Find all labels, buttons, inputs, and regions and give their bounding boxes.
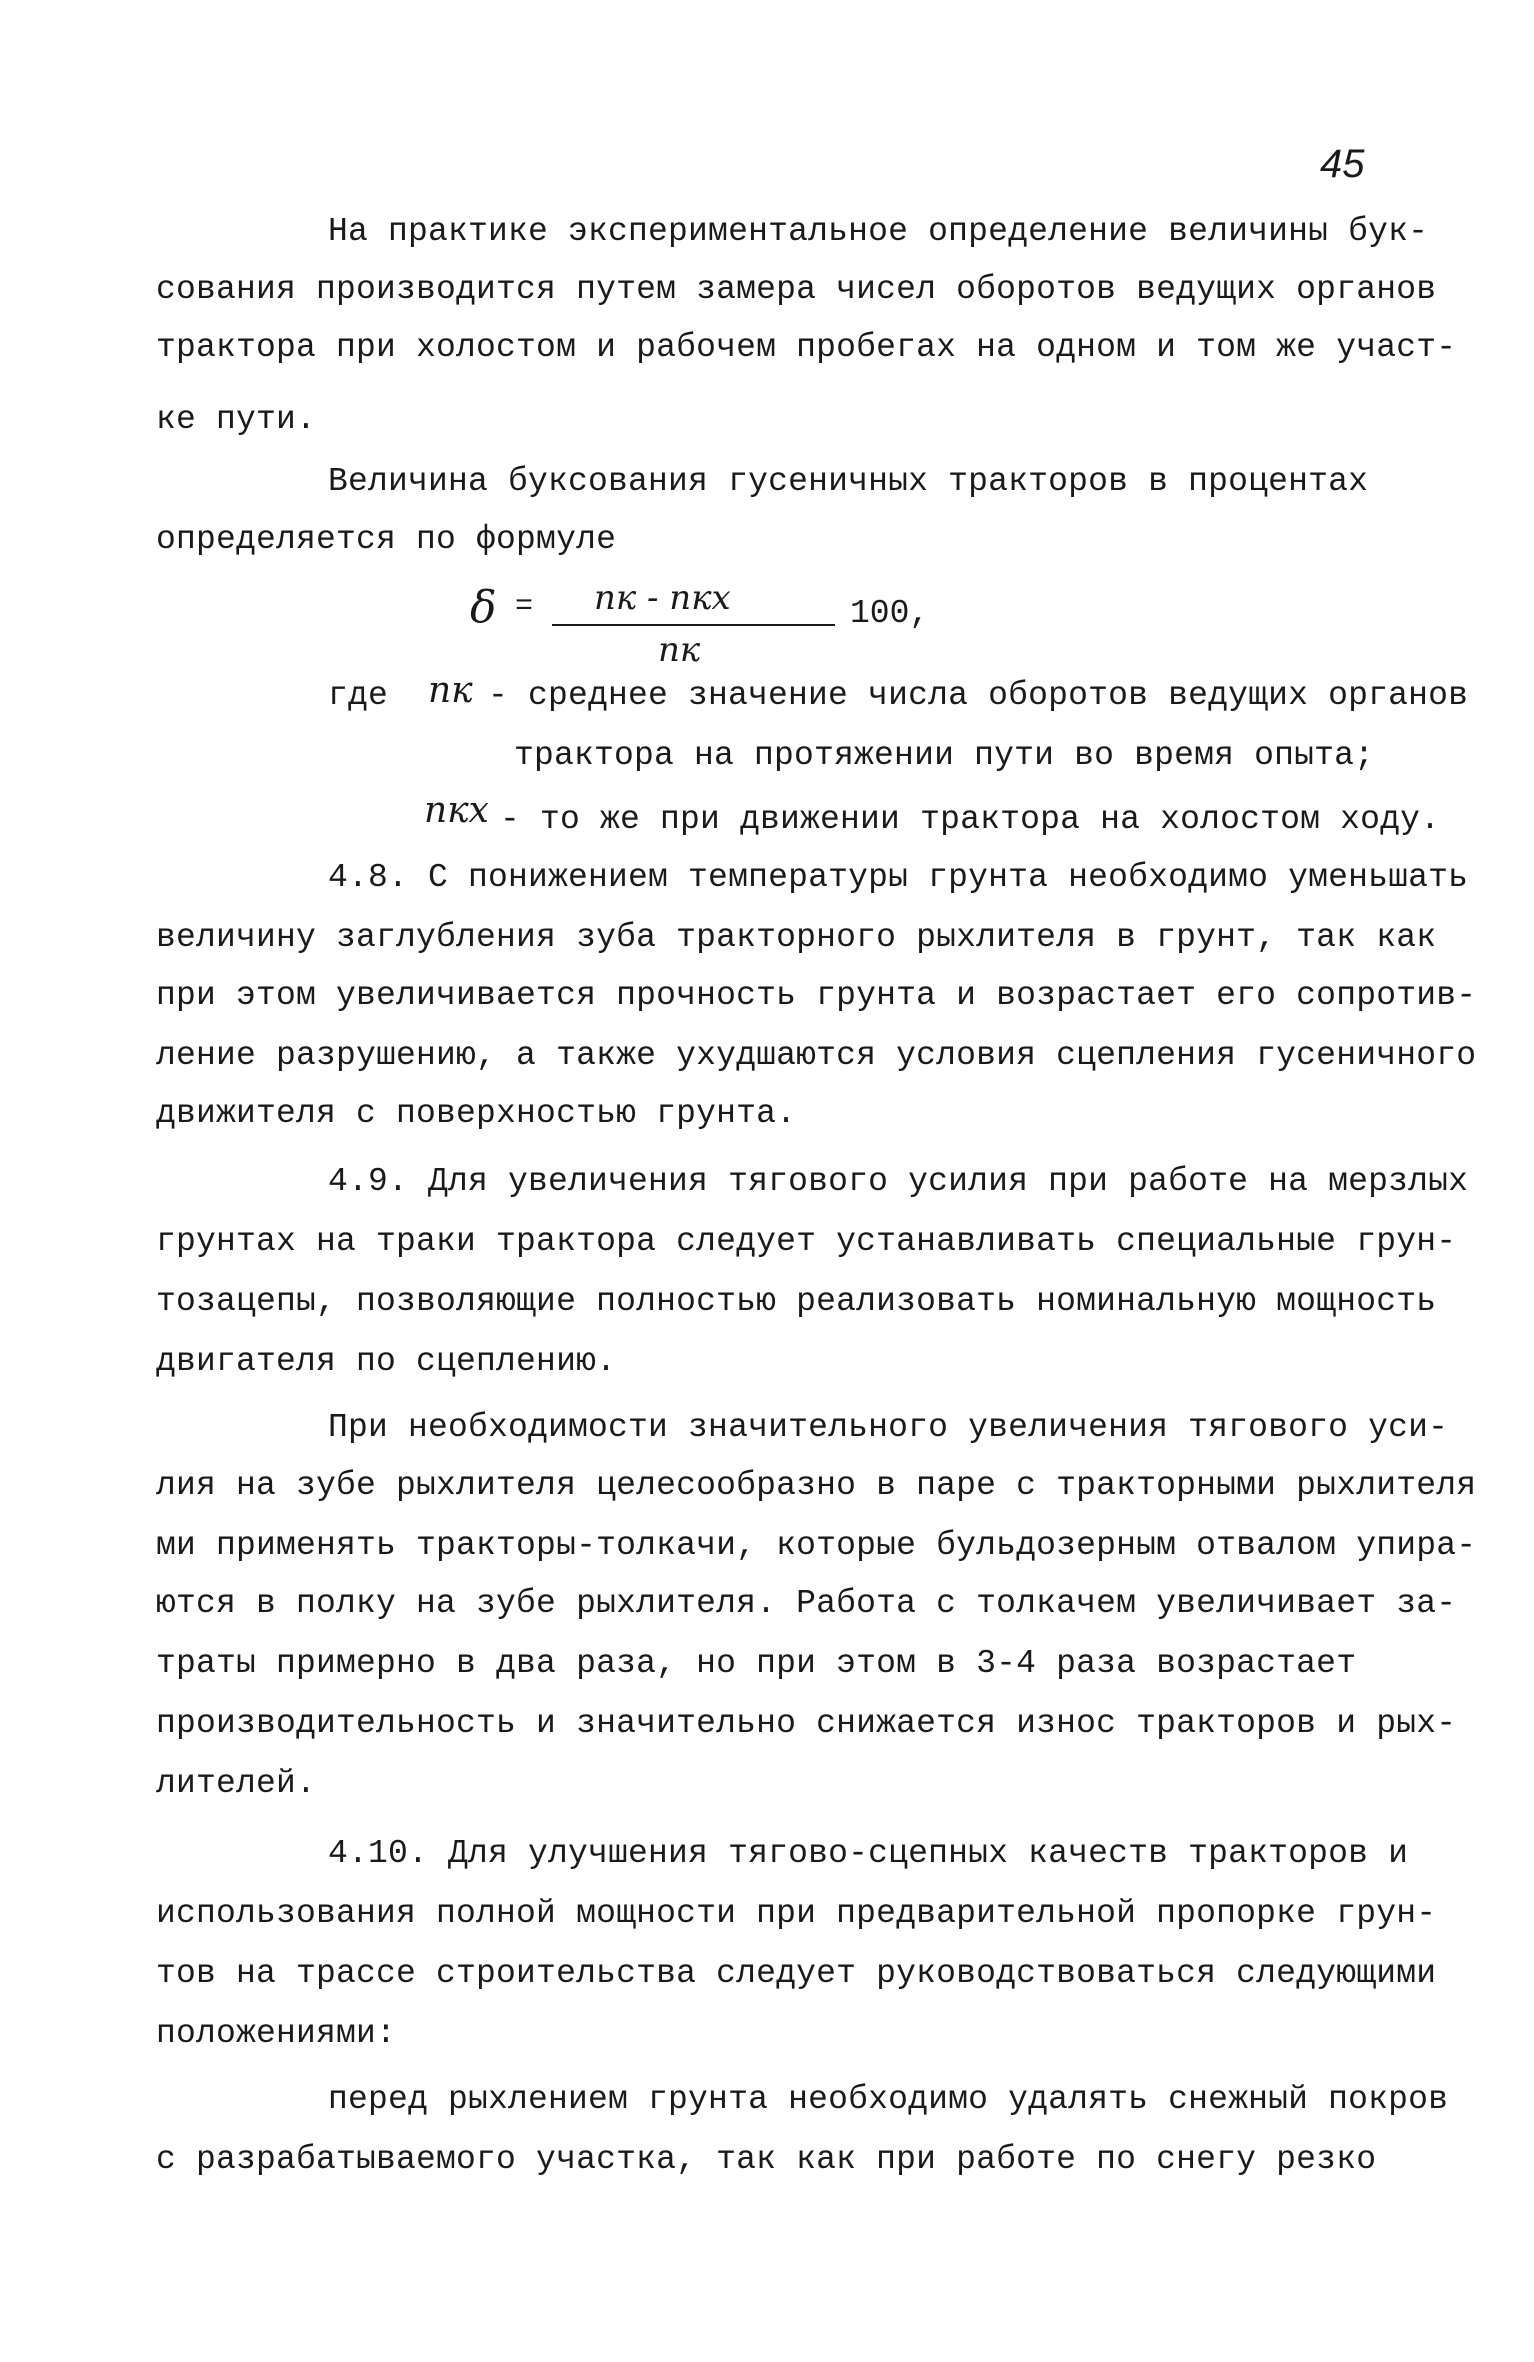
text-line: На практике экспериментальное определение величины бук- [328, 213, 1429, 250]
text-line: движителя с поверхностью грунта. [156, 1095, 797, 1132]
text-line: при этом увеличивается прочность грунта и возрастает его сопротив- [156, 977, 1477, 1014]
text-line: 4.10. Для улучшения тягово-сцепных качеств тракторов и [328, 1835, 1409, 1872]
formula-equals: = [515, 590, 534, 624]
text-line: производительность и значительно снижается износ тракторов и рых- [156, 1705, 1457, 1742]
text-line: ются в полку на зубе рыхлителя. Работа с толкачем увеличивает за- [156, 1585, 1457, 1622]
text-line: лителей. [156, 1765, 317, 1802]
where-word: где [328, 677, 389, 714]
text-line: величину заглубления зуба тракторного рыхлителя в грунт, так как [156, 919, 1437, 956]
text-line: - среднее значение числа оборотов ведущих органов [488, 677, 1469, 714]
formula-numerator: nк - nкх [594, 578, 731, 618]
text-line: использования полной мощности при предварительной пропорке грун- [156, 1895, 1437, 1932]
text-line: тозацепы, позволяющие полностью реализовать номинальную мощность [156, 1283, 1437, 1320]
text-line: траты примерно в два раза, но при этом в 3-4 раза возрастает [156, 1645, 1357, 1682]
text-line: грунтах на траки трактора следует устанавливать специальные грун- [156, 1223, 1457, 1260]
text-line: сования производится путем замера чисел оборотов ведущих органов [156, 271, 1437, 308]
text-line: двигателя по сцеплению. [156, 1343, 617, 1380]
formula-lhs: δ [470, 582, 497, 633]
text-line: трактора при холостом и рабочем пробегах на одном и том же участ- [156, 329, 1457, 366]
text-line: положениями: [156, 2015, 397, 2052]
text-line: - то же при движении трактора на холостом ходу. [500, 801, 1441, 838]
fraction-bar [552, 624, 835, 626]
text-line: Величина буксования гусеничных тракторов в процентах [328, 463, 1369, 500]
page-number: 45 [1320, 142, 1365, 186]
text-line: определяется по формуле [156, 521, 617, 558]
formula-multiplier: 100, [850, 595, 930, 632]
text-line: 4.9. Для увеличения тягового усилия при работе на мерзлых [328, 1163, 1469, 1200]
text-line: перед рыхлением грунта необходимо удалять снежный покров [328, 2081, 1449, 2118]
text-line: При необходимости значительного увеличения тягового уси- [328, 1409, 1449, 1446]
text-line: лия на зубе рыхлителя целесообразно в паре с тракторными рыхлителя [156, 1467, 1477, 1504]
text-line: с разрабатываемого участка, так как при работе по снегу резко [156, 2141, 1377, 2178]
symbol-nk: nк [428, 670, 473, 711]
symbol-nkx: nкх [424, 790, 489, 831]
text-line: 4.8. С понижением температуры грунта необходимо уменьшать [328, 859, 1469, 896]
text-line: тов на трассе строительства следует руководствоваться следующими [156, 1955, 1437, 1992]
text-line: трактора на протяжении пути во время опыта; [514, 737, 1375, 774]
text-line: ление разрушению, а также ухудшаются условия сцепления гусеничного [156, 1037, 1477, 1074]
formula-denominator: nк [658, 630, 701, 670]
text-line: ке пути. [156, 401, 317, 438]
text-line: ми применять тракторы-толкачи, которые бульдозерным отвалом упира- [156, 1527, 1477, 1564]
